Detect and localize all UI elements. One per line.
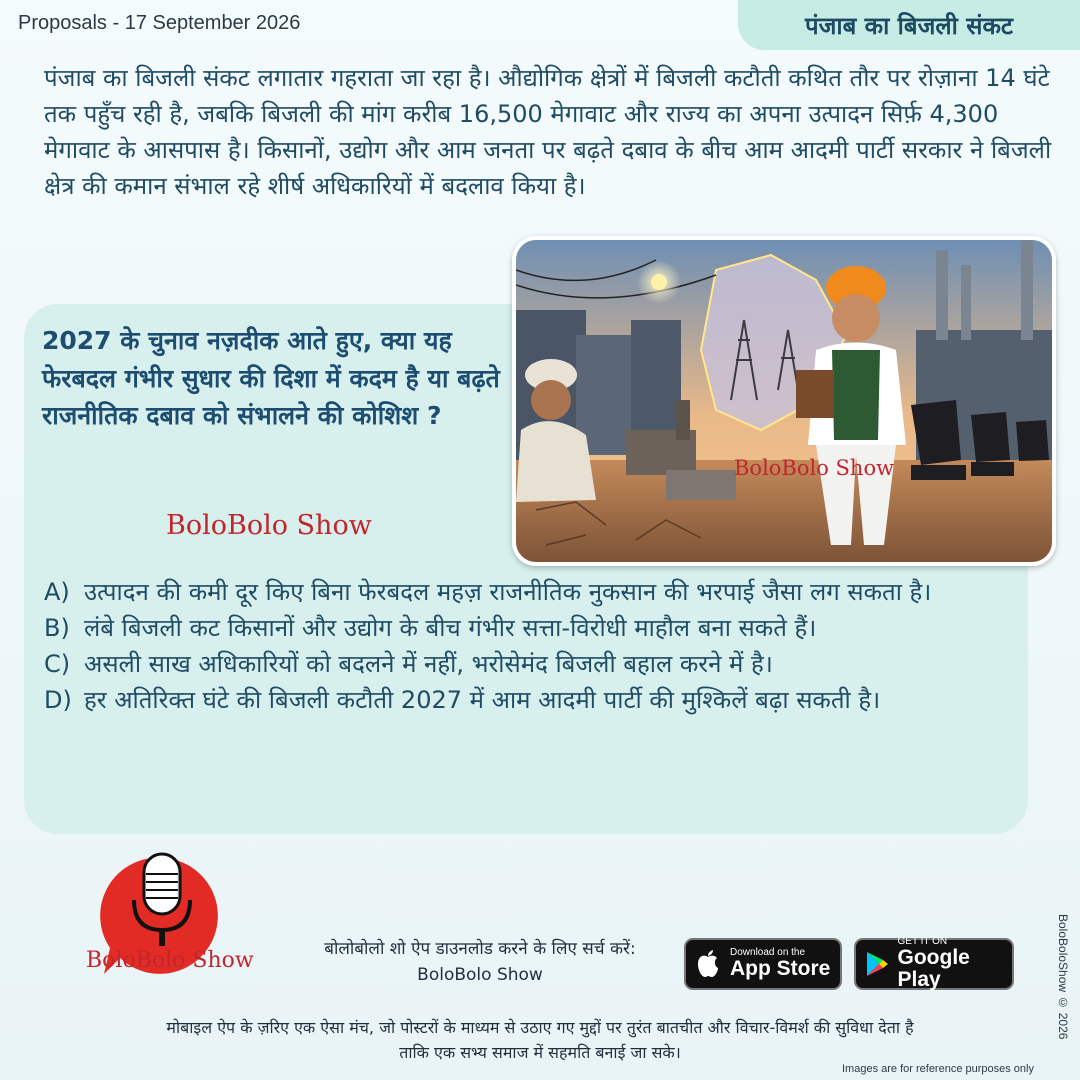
footer-brand-wordmark: BoloBolo Show [86,948,254,973]
topic-tab: पंजाब का बिजली संकट [738,0,1080,50]
google-play-small-label: GET IT ON [897,935,948,947]
option-text: हर अतिरिक्त घंटे की बिजली कटौती 2027 में आम आदमी पार्टी की मुश्किलें बढ़ा सकती है। [84,686,881,714]
image-disclaimer: Images are for reference purposes only [842,1063,1034,1075]
option-text: असली साख अधिकारियों को बदलने में नहीं, भरोसेमंद बिजली बहाल करने में है। [84,650,773,678]
option-text: लंबे बिजली कट किसानों और उद्योग के बीच गंभीर सत्ता-विरोधी माहौल बना सकते हैं। [84,614,817,642]
search-instruction [290,936,670,989]
date-label: Proposals - 17 September 2026 [18,12,301,34]
option-d[interactable] [44,682,1004,718]
tagline-line-2: ताकि एक सभ्य समाज में सहमति बनाई जा सके। [399,1042,681,1062]
app-store-label: App Store [730,956,831,980]
google-play-label: Google Play [897,945,970,991]
app-store-small-label: Download on the [730,946,806,958]
option-a[interactable] [44,574,1004,610]
footer-tagline [40,1016,1040,1066]
search-line-2: BoloBolo Show [417,965,543,986]
option-letter: A) [44,578,70,606]
option-text: उत्पादन की कमी दूर किए बिना फेरबदल महज़ राजनीतिक नुकसान की भरपाई जैसा लग सकता है। [84,578,932,606]
tagline-line-1: मोबाइल ऐप के ज़रिए एक ऐसा मंच, जो पोस्टरों के माध्यम से उठाए गए मुद्दों पर तुरंत बातचीत और विचार-विमर्श की सुविधा देता है [166,1018,914,1037]
option-letter: B) [44,614,70,642]
copyright-vertical: BoloBoloShow © 2026 [1056,914,1070,1040]
apple-icon [686,949,730,979]
option-letter: D) [44,686,72,714]
question-text: 2027 के चुनाव नज़दीक आते हुए, क्या यह फेरबदल गंभीर सुधार की दिशा में कदम है या बढ़ते राजनीतिक दबाव को संभालने की कोशिश ? [42,326,500,430]
search-line-1: बोलोबोलो शो ऐप डाउनलोड करने के लिए सर्च करें: [324,939,636,959]
option-c[interactable] [44,646,1004,682]
brand-wordmark: BoloBolo Show [166,510,372,541]
answer-options [44,574,1004,718]
google-play-button[interactable] [854,935,1014,991]
image-watermark: BoloBolo Show [734,456,895,480]
app-store-button[interactable] [684,938,842,990]
google-play-icon [856,950,898,978]
option-b[interactable] [44,610,1004,646]
option-letter: C) [44,650,71,678]
intro-paragraph: पंजाब का बिजली संकट लगातार गहराता जा रहा है। औद्योगिक क्षेत्रों में बिजली कटौती कथित तौर पर रोज़ाना 14 घंटे तक पहुँच रही है, जबकि बिजली की मांग करीब 16,500 मेगावाट और राज्य का अपना उत्पादन सिर्फ़ 4,300 मेगावाट के आसपास है। किसानों, उद्योग और आम जनता पर बढ़ते दबाव के बीच आम आदमी पार्टी सरकार ने बिजली क्षेत्र की कमान संभाल रहे शीर्ष अधिकारियों में बदलाव किया है। [44,64,1052,200]
illustration-image [512,236,1056,566]
